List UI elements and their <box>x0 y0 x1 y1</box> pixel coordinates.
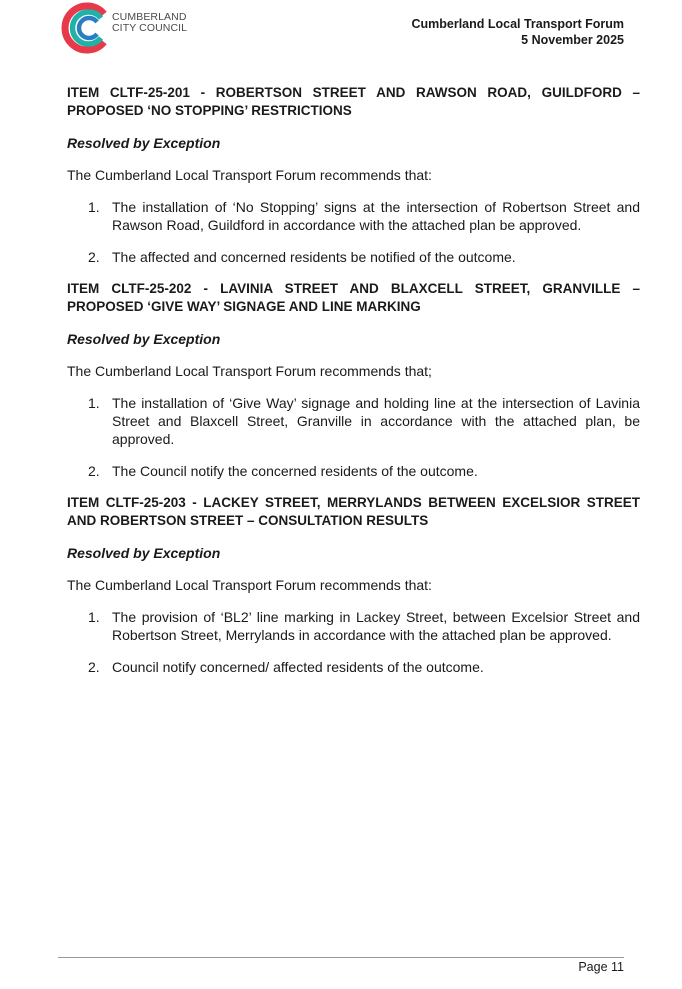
minutes-body <box>67 84 640 690</box>
meeting-header <box>411 17 624 48</box>
recommendation-intro: The Cumberland Local Transport Forum recommends that: <box>67 577 432 593</box>
recommendation-list <box>67 394 640 480</box>
recommendation-text: The Council notify the concerned residents of the outcome. <box>112 463 478 479</box>
recommendation-list <box>67 608 640 676</box>
recommendation-item <box>67 394 640 448</box>
resolution-status: Resolved by Exception <box>67 331 221 347</box>
recommendation-item <box>67 248 640 266</box>
resolution-status: Resolved by Exception <box>67 135 221 151</box>
council-logo <box>60 0 200 54</box>
logo-line-1: CUMBERLAND <box>112 11 187 23</box>
recommendation-text: Council notify concerned/ affected residents of the outcome. <box>112 659 484 675</box>
recommendation-number: 2. <box>88 463 100 479</box>
item-heading: ITEM CLTF-25-202 - LAVINIA STREET AND BLAXCELL STREET, GRANVILLE – PROPOSED ‘GIVE WAY’ SIGNAGE AND LINE MARKING <box>67 281 640 314</box>
recommendation-item <box>67 198 640 234</box>
recommendation-number: 2. <box>88 659 100 675</box>
recommendation-text: The installation of ‘No Stopping’ signs at the intersection of Robertson Street and Rawson Road, Guildford in accordance with the attached plan be approved. <box>112 199 640 233</box>
recommendation-item <box>67 462 640 480</box>
recommendation-number: 1. <box>88 395 100 411</box>
recommendation-text: The installation of ‘Give Way’ signage and holding line at the intersection of Lavinia Street and Blaxcell Street, Granville in accordance with the attached plan, be approved. <box>112 395 640 447</box>
recommendation-text: The affected and concerned residents be notified of the outcome. <box>112 249 516 265</box>
recommendation-text: The provision of ‘BL2’ line marking in Lackey Street, between Excelsior Street and Robertson Street, Merrylands in accordance with the attached plan be approved. <box>112 609 640 643</box>
recommendation-number: 2. <box>88 249 100 265</box>
recommendation-number: 1. <box>88 199 100 215</box>
forum-title: Cumberland Local Transport Forum <box>411 17 624 31</box>
meeting-date: 5 November 2025 <box>521 32 624 47</box>
agenda-item <box>67 84 640 266</box>
recommendation-item <box>67 608 640 644</box>
logo-line-2: CITY COUNCIL <box>112 22 188 34</box>
recommendation-number: 1. <box>88 609 100 625</box>
cumberland-c-logo-icon <box>60 0 114 54</box>
footer-divider <box>58 957 624 958</box>
agenda-item <box>67 280 640 480</box>
recommendation-intro: The Cumberland Local Transport Forum recommends that: <box>67 167 432 183</box>
page-number: Page 11 <box>578 960 624 974</box>
agenda-item <box>67 494 640 676</box>
item-heading: ITEM CLTF-25-201 - ROBERTSON STREET AND RAWSON ROAD, GUILDFORD – PROPOSED ‘NO STOPPING’ RESTRICTIONS <box>67 85 640 118</box>
recommendation-intro: The Cumberland Local Transport Forum recommends that; <box>67 363 432 379</box>
recommendation-list <box>67 198 640 266</box>
resolution-status: Resolved by Exception <box>67 545 221 561</box>
recommendation-item <box>67 658 640 676</box>
item-heading: ITEM CLTF-25-203 - LACKEY STREET, MERRYLANDS BETWEEN EXCELSIOR STREET AND ROBERTSON STREET – CONSULTATION RESULTS <box>67 495 640 528</box>
logo-wordmark <box>112 12 187 34</box>
